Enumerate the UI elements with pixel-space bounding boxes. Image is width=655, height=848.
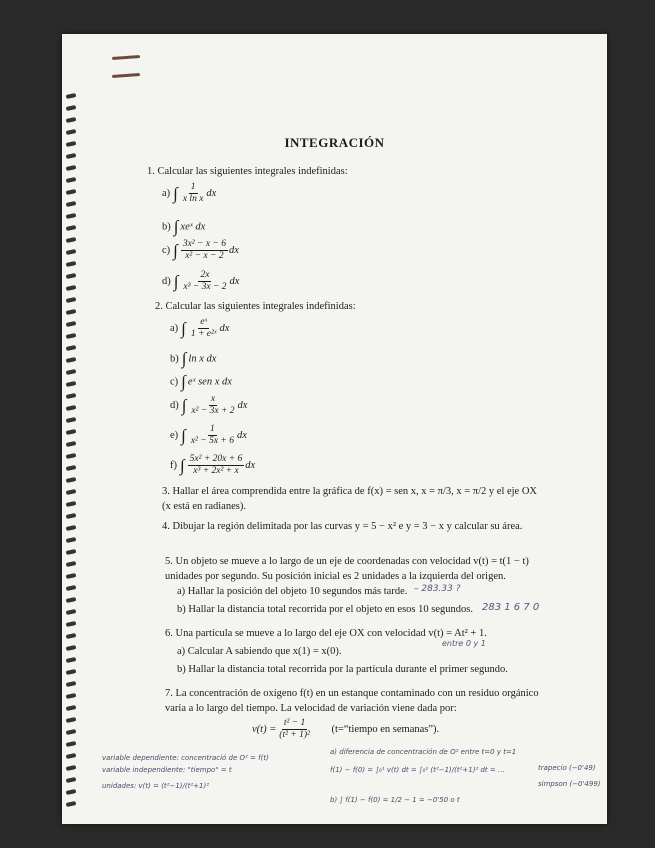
denominator: x ln x	[182, 194, 204, 204]
handwritten-note: unidades: v(t) = (t²−1)/(t²+1)²	[102, 782, 210, 790]
question-number: 7.	[165, 688, 173, 699]
paper-sheet	[62, 34, 607, 824]
handwritten-note: variable independiente: "tiempo" = t	[102, 766, 232, 774]
differential: dx	[219, 322, 230, 334]
handwritten-note: trapecio (−0'49)	[538, 764, 596, 772]
item-label: b)	[170, 353, 179, 365]
item-label: c)	[162, 244, 171, 256]
velocity-formula	[252, 718, 439, 741]
integral-2f: f) ∫ $\frac{\text{5x² + 20x + 6}}{\text{x³ + 2x² + x}}$ dx	[170, 454, 256, 476]
handwritten-note: f(1) − f(0) = ∫₀¹ v(t) dt = ∫₀¹ (t²−1)/(t²+1)² dt = ...	[330, 766, 505, 774]
question-7	[165, 686, 545, 716]
question-5a: a) Hallar la posición del objeto 10 segundos más tarde.	[177, 586, 408, 597]
differential: dx	[228, 244, 239, 256]
integral-2d: d) ∫ $\frac{x}{\text{x² − 3x + 2}}$ dx	[170, 394, 248, 416]
question-5b: b) Hallar la distancia total recorrida por el objeto en esos 10 segundos.	[177, 604, 473, 615]
integrand: xeˣ dx	[180, 221, 206, 233]
differential: dx	[237, 399, 248, 411]
item-label: d)	[162, 275, 171, 287]
question-text: Un objeto se mueve a lo largo de un eje de coordenadas con velocidad v(t) = t(1 − t) unidades por segundo. Su posición inicial es 2 unidades a la izquierda del origen.	[165, 556, 529, 582]
page-title: INTEGRACIÓN	[284, 135, 385, 150]
handwritten-note: simpson (−0'499)	[538, 780, 601, 788]
handwritten-answer: entre 0 y 1	[442, 639, 486, 648]
handwritten-note: a) diferencia de concentración de O² entre t=0 y t=1	[330, 748, 517, 756]
item-label: c)	[170, 376, 179, 388]
integral-2b: b) ∫ ln x dx	[170, 349, 217, 368]
item-label: b)	[162, 221, 171, 233]
denominator: x² − 5x + 6	[190, 436, 234, 446]
denominator: 1 + e²ˣ	[190, 329, 217, 339]
numerator: x	[210, 394, 216, 404]
integral-2a: a) ∫ $\frac{\text{eˣ}}{\text{1 + e²ˣ}}$ dx	[170, 317, 230, 339]
denominator: x² − x − 2	[185, 251, 224, 261]
question-6	[165, 626, 545, 641]
question-text: Calcular las siguientes integrales indefinidas:	[157, 166, 348, 177]
question-text: Calcular las siguientes integrales indefinidas:	[165, 301, 356, 312]
question-6a: a) Calcular A sabiendo que x(1) = x(0).	[177, 646, 342, 657]
question-number: 1.	[147, 166, 155, 177]
integral-1d: d) ∫ $\frac{2x}{\text{x³ − 3x − 2}}$ dx	[162, 270, 240, 292]
question-1	[147, 164, 567, 179]
question-text: La concentración de oxígeno f(t) en un estanque contaminado con un residuo orgánico varía a lo largo del tiempo. La velocidad de variación viene dada por:	[165, 688, 539, 714]
numerator: 3x² − x − 6	[182, 239, 226, 249]
item-label: f)	[170, 459, 177, 471]
denominator: (t² + 1)²	[279, 730, 310, 740]
integral-1b: b) ∫ xeˣ dx	[162, 217, 206, 236]
question-number: 5.	[165, 556, 173, 567]
integral-2e: e) ∫ $\frac{1}{\text{x² − 5x + 6}}$ dx	[170, 424, 247, 446]
formula-lhs: v(t) =	[252, 723, 277, 735]
handwritten-answer: 283 1 6 7 0	[482, 602, 540, 613]
formula-condition: (t=“tiempo en semanas”).	[331, 723, 440, 735]
handwritten-note: b) ∫ f(1) − f(0) = 1/2 − 1 = −0'50 o t	[330, 796, 460, 804]
question-number: 3.	[162, 486, 170, 497]
integral-1c: c) ∫ $\frac{\text{3x² − x − 6}}{\text{x² − x − 2}}$ dx	[162, 239, 239, 261]
question-3	[162, 484, 537, 514]
denominator: x² − 3x + 2	[191, 406, 235, 416]
question-4	[162, 519, 537, 534]
question-number: 2.	[155, 301, 163, 312]
document-content	[62, 34, 607, 824]
question-2	[155, 299, 575, 314]
numerator: 1	[190, 182, 196, 192]
question-number: 6.	[165, 628, 173, 639]
differential: dx	[236, 429, 247, 441]
differential: dx	[245, 459, 256, 471]
question-6b: b) Hallar la distancia total recorrida por la partícula durante el primer segundo.	[177, 664, 508, 675]
numerator: t² − 1	[283, 718, 306, 728]
handwritten-note: variable dependiente: concentració de O² = f(t)	[102, 754, 269, 762]
denominator: x³ − 3x − 2	[183, 282, 227, 292]
integral-1a: a) ∫ $\frac{1}{\text{x ln x}}$ dx	[162, 182, 217, 204]
question-text: Una partícula se mueve a lo largo del eje OX con velocidad v(t) = At² + 1.	[175, 628, 487, 639]
numerator: 1	[210, 424, 215, 434]
item-label: a)	[162, 187, 171, 199]
question-5	[165, 554, 540, 584]
differential: dx	[206, 187, 217, 199]
question-text: Hallar el área comprendida entre la gráfica de f(x) = sen x, x = π/3, x = π/2 y el eje OX (x está en radianes).	[162, 486, 538, 512]
numerator: 2x	[200, 270, 210, 280]
denominator: x³ + 2x² + x	[193, 466, 239, 476]
numerator: 5x² + 20x + 6	[189, 454, 243, 464]
item-label: a)	[170, 322, 179, 334]
numerator: eˣ	[200, 317, 208, 327]
differential: dx	[229, 275, 240, 287]
item-label: e)	[170, 429, 179, 441]
integrand: ln x dx	[188, 353, 217, 365]
question-number: 4.	[162, 521, 170, 532]
integral-2c: c) ∫ eˣ sen x dx	[170, 372, 232, 391]
handwritten-answer: – 283.33 ?	[414, 584, 461, 594]
integrand: eˣ sen x dx	[187, 376, 232, 388]
question-text: Dibujar la región delimitada por las curvas y = 5 − x² e y = 3 − x y calcular su área.	[172, 521, 523, 532]
item-label: d)	[170, 399, 179, 411]
